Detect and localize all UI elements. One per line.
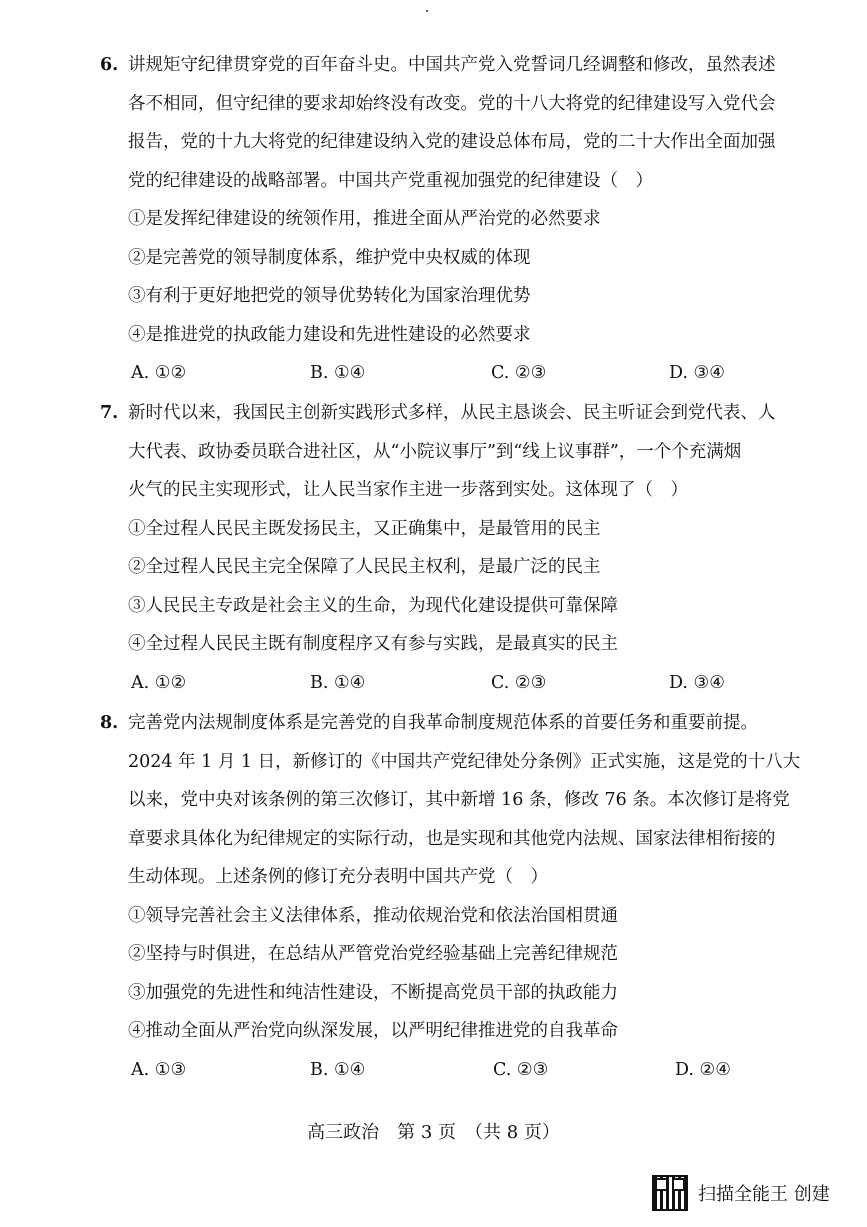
scan-speck (426, 10, 428, 12)
question-stem-line: 以来，党中央对该条例的第三次修订，其中新增 16 条，修改 76 条。本次修订是将党 (128, 790, 790, 810)
statement-option: ②全过程人民民主完全保障了人民民主权利，是最广泛的民主 (128, 557, 601, 577)
answer-choices (100, 1051, 800, 1089)
question-stem-line: 党的纪律建设的战略部署。中国共产党重视加强党的纪律建设（ ） (128, 170, 653, 191)
answer-choices (100, 354, 800, 392)
question-stem-line: 2024 年 1 月 1 日，新修订的《中国共产党纪律处分条例》正式实施，这是党的十八大 (128, 751, 801, 772)
choice-d: D. ③④ (669, 672, 725, 693)
statement-option: ②是完善党的领导制度体系，维护党中央权威的体现 (128, 247, 531, 268)
choice-d: D. ③④ (669, 363, 725, 383)
question-7 (100, 394, 800, 702)
choice-c: C. ②③ (491, 363, 547, 383)
watermark-text: 扫描全能王 创建 (698, 1184, 830, 1205)
question-number: 7. (100, 403, 119, 423)
choice-a: A. ①③ (131, 1059, 187, 1080)
question-stem-line: 章要求具体化为纪律规定的实际行动，也是实现和其他党内法规、国家法律相衔接的 (128, 828, 776, 849)
choice-d: D. ②④ (675, 1059, 731, 1080)
statement-option: ③加强党的先进性和纯洁性建设，不断提高党员干部的执政能力 (128, 982, 618, 1003)
choice-c: C. ②③ (493, 1059, 549, 1080)
answer-choices (100, 664, 800, 702)
question-stem-line: 火气的民主实现形式，让人民当家作主进一步落到实处。这体现了（ ） (128, 480, 688, 500)
statement-option: ④全过程人民民主既有制度程序又有参与实践，是最真实的民主 (128, 634, 618, 654)
choice-c: C. ②③ (491, 672, 547, 693)
statement-option: ③有利于更好地把党的领导优势转化为国家治理优势 (128, 286, 531, 306)
statement-option: ③人民民主专政是社会主义的生命，为现代化建设提供可靠保障 (128, 595, 618, 616)
question-stem-line: 大代表、政协委员联合进社区，从“小院议事厅”到“线上议事群”，一个个充满烟 (128, 441, 742, 462)
question-6 (100, 46, 800, 392)
qr-code-icon (652, 1175, 688, 1211)
statement-option: ①是发挥纪律建设的统领作用，推进全面从严治党的必然要求 (128, 209, 601, 229)
question-stem-line: 完善党内法规制度体系是完善党的自我革命制度规范体系的首要任务和重要前提。 (128, 713, 758, 733)
choice-a: A. ①② (131, 363, 187, 383)
statement-option: ①全过程人民民主既发扬民主，又正确集中，是最管用的民主 (128, 518, 601, 539)
question-stem-line: 各不相同，但守纪律的要求却始终没有改变。党的十八大将党的纪律建设写入党代会 (128, 93, 776, 114)
statement-option: ①领导完善社会主义法律体系，推动依规治党和依法治国相贯通 (128, 905, 618, 926)
statement-option: ④是推进党的执政能力建设和先进性建设的必然要求 (128, 324, 531, 345)
question-stem-line: 新时代以来，我国民主创新实践形式多样，从民主恳谈会、民主听证会到党代表、人 (128, 403, 776, 423)
question-stem-line: 报告，党的十九大将党的纪律建设纳入党的建设总体布局，党的二十大作出全面加强 (128, 132, 776, 152)
choice-b: B. ①④ (310, 1059, 366, 1080)
question-number: 8. (100, 713, 119, 733)
question-stem-line: 生动体现。上述条例的修订充分表明中国共产党（ ） (128, 867, 548, 887)
question-8 (100, 704, 800, 1089)
page-footer: 高三政治 第 3 页 （共 8 页） (307, 1122, 560, 1143)
statement-option: ②坚持与时俱进，在总结从严管党治党经验基础上完善纪律规范 (128, 944, 618, 964)
choice-b: B. ①④ (310, 363, 366, 383)
question-number: 6. (100, 55, 119, 75)
scanner-watermark (652, 1175, 830, 1211)
choice-a: A. ①② (131, 672, 187, 693)
choice-b: B. ①④ (310, 672, 366, 693)
statement-option: ④推动全面从严治党向纵深发展，以严明纪律推进党的自我革命 (128, 1021, 618, 1041)
question-stem-line: 讲规矩守纪律贯穿党的百年奋斗史。中国共产党入党誓词几经调整和修改，虽然表述 (128, 55, 776, 75)
